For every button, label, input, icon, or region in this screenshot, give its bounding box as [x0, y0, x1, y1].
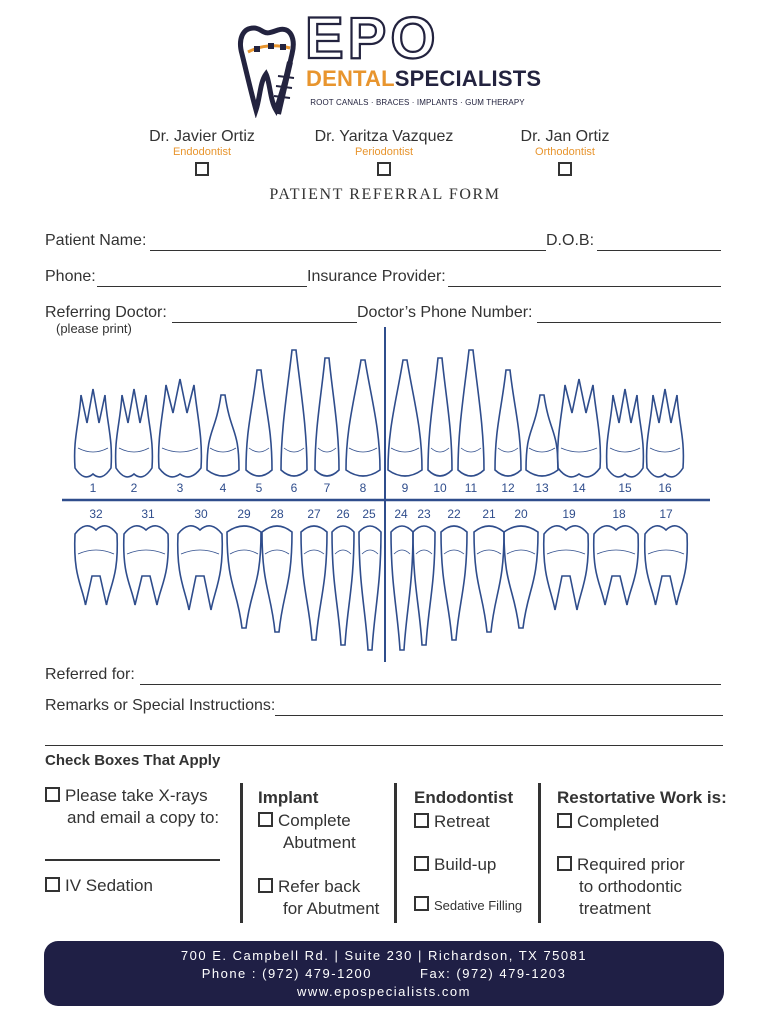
buildup-option	[414, 854, 496, 876]
remarks-input[interactable]	[275, 715, 723, 716]
upper-tooth[interactable]	[607, 389, 644, 477]
lower-teeth	[75, 526, 688, 650]
lower-tooth-number: 26	[336, 507, 350, 521]
tooth-crown-line	[416, 550, 432, 554]
complete-abutment-checkbox[interactable]	[258, 812, 273, 827]
upper-tooth[interactable]	[558, 379, 601, 477]
upper-tooth[interactable]	[116, 389, 153, 477]
upper-tooth[interactable]	[246, 370, 272, 476]
lower-tooth-number: 20	[514, 507, 528, 521]
upper-tooth[interactable]	[647, 389, 684, 477]
lower-tooth-number: 24	[394, 507, 408, 521]
restorative-heading: Restortative Work is:	[557, 788, 727, 807]
lower-tooth[interactable]	[124, 526, 169, 605]
upper-tooth-number: 9	[401, 481, 409, 495]
sedative-filling-label: Sedative Filling	[434, 898, 523, 913]
upper-tooth-number: 2	[130, 481, 138, 495]
doctor-specialty: Periodontist	[354, 146, 414, 158]
lower-tooth-number: 19	[562, 507, 576, 521]
retreat-option	[414, 811, 490, 833]
upper-tooth[interactable]	[526, 395, 558, 476]
lower-tooth[interactable]	[544, 526, 589, 610]
required-prior-option	[557, 854, 685, 920]
lower-tooth-number: 29	[237, 507, 251, 521]
lower-tooth[interactable]	[504, 526, 538, 628]
lower-tooth[interactable]	[301, 526, 327, 640]
lower-tooth[interactable]	[332, 526, 354, 645]
doctor-specialty: Orthodontist	[535, 146, 595, 158]
upper-tooth[interactable]	[458, 350, 484, 476]
form-title: PATIENT REFERRAL FORM	[269, 186, 501, 203]
lower-tooth-number: 27	[307, 507, 321, 521]
upper-tooth-number: 12	[501, 481, 515, 495]
upper-tooth-number: 1	[89, 481, 97, 495]
tooth-crown-line	[597, 550, 635, 554]
phone-input[interactable]	[97, 286, 307, 287]
tooth-crown-line	[431, 448, 449, 452]
lower-tooth[interactable]	[178, 526, 223, 610]
doctor-phone-label: Doctor’s Phone Number:	[357, 304, 533, 321]
tooth-crown-line	[529, 448, 555, 452]
column-divider	[394, 783, 397, 923]
upper-tooth[interactable]	[388, 360, 422, 476]
upper-tooth-number: 14	[572, 481, 586, 495]
completed-label: Completed	[577, 812, 660, 831]
tooth-crown-line	[477, 550, 501, 554]
tooth-crown-line	[78, 550, 114, 554]
xrays-email-input[interactable]	[45, 859, 220, 861]
implant-heading: Implant	[258, 788, 319, 807]
lower-tooth-number: 17	[659, 507, 673, 521]
refer-back-checkbox[interactable]	[258, 878, 273, 893]
xrays-label-2: and email a copy to:	[67, 808, 220, 827]
upper-tooth-number: 13	[535, 481, 549, 495]
tooth-crown-line	[547, 550, 585, 554]
upper-tooth[interactable]	[315, 358, 339, 476]
lower-tooth-number: 21	[482, 507, 496, 521]
tooth-crown-line	[230, 550, 258, 554]
tooth-crown-line	[349, 448, 377, 452]
lower-tooth-number: 32	[89, 507, 103, 521]
upper-tooth[interactable]	[75, 389, 112, 477]
lower-tooth[interactable]	[441, 526, 467, 640]
referred-for-input[interactable]	[140, 684, 721, 685]
patient-name-label: Patient Name:	[45, 232, 147, 249]
lower-tooth[interactable]	[391, 526, 413, 650]
tooth-crown-line	[610, 448, 640, 452]
tooth-chart	[0, 325, 770, 665]
complete-abutment-label: Complete	[278, 811, 351, 830]
tooth-crown-line	[650, 448, 680, 452]
footer-website[interactable]: www.epospecialists.com	[297, 984, 471, 999]
tagline: ROOT CANALS · BRACES · IMPLANTS · GUM THERAPY	[310, 98, 525, 107]
doctor-name: Dr. Jan Ortiz	[520, 128, 610, 145]
refer-back-label-2: for Abutment	[283, 899, 380, 918]
lower-tooth[interactable]	[413, 526, 435, 645]
tooth-crown-line	[318, 448, 336, 452]
upper-tooth-number: 7	[323, 481, 331, 495]
doctor-checkbox[interactable]	[195, 162, 209, 176]
column-divider	[240, 783, 243, 923]
tooth-crown-line	[461, 448, 481, 452]
referring-doctor-label: Referring Doctor:	[45, 304, 167, 321]
required-prior-label: Required prior	[577, 855, 685, 874]
lower-tooth-number: 23	[417, 507, 431, 521]
tooth-crown-line	[394, 550, 410, 554]
complete-abutment-option	[258, 810, 356, 854]
column-divider	[538, 783, 541, 923]
lower-tooth-number: 28	[270, 507, 284, 521]
tooth-crown-line	[181, 550, 219, 554]
insurance-input[interactable]	[448, 286, 721, 287]
complete-abutment-label-2: Abutment	[283, 833, 356, 852]
insurance-label: Insurance Provider:	[307, 268, 446, 285]
upper-tooth-number: 11	[464, 481, 478, 495]
lower-tooth[interactable]	[645, 526, 688, 605]
lower-tooth-number: 18	[612, 507, 626, 521]
upper-tooth-number: 16	[658, 481, 672, 495]
upper-tooth-number: 4	[219, 481, 227, 495]
tooth-crown-line	[648, 550, 684, 554]
upper-tooth-numbers	[90, 481, 672, 495]
doctor-endodontist	[117, 128, 287, 181]
upper-tooth[interactable]	[495, 370, 521, 476]
tooth-crown-line	[119, 448, 149, 452]
required-prior-checkbox[interactable]	[557, 856, 572, 871]
lower-tooth[interactable]	[75, 526, 118, 605]
upper-tooth-number: 8	[359, 481, 367, 495]
upper-tooth[interactable]	[159, 379, 202, 477]
footer-contact	[44, 941, 724, 1006]
tooth-crown-line	[304, 550, 324, 554]
lower-tooth-number: 31	[141, 507, 155, 521]
phone-label: Phone:	[45, 268, 96, 285]
tooth-crown-line	[284, 448, 304, 452]
upper-tooth-number: 15	[618, 481, 632, 495]
iv-sedation-option	[45, 875, 153, 897]
upper-tooth-number: 3	[176, 481, 184, 495]
dob-label: D.O.B:	[546, 232, 595, 249]
lower-tooth[interactable]	[594, 526, 639, 605]
required-prior-label-3: treatment	[579, 899, 651, 918]
buildup-checkbox[interactable]	[414, 856, 429, 871]
doctor-name: Dr. Javier Ortiz	[149, 128, 255, 145]
upper-tooth-number: 5	[255, 481, 263, 495]
endodontist-heading: Endodontist	[414, 788, 514, 807]
upper-tooth[interactable]	[281, 350, 307, 476]
upper-tooth[interactable]	[346, 360, 380, 476]
retreat-checkbox[interactable]	[414, 813, 429, 828]
completed-checkbox[interactable]	[557, 813, 572, 828]
tooth-crown-line	[78, 448, 108, 452]
remarks-label: Remarks or Special Instructions:	[45, 697, 276, 714]
iv-sedation-checkbox[interactable]	[45, 877, 60, 892]
tooth-crown-line	[162, 448, 198, 452]
upper-tooth[interactable]	[207, 395, 239, 476]
upper-tooth-number: 10	[433, 481, 447, 495]
tooth-crown-line	[335, 550, 351, 554]
doctor-specialty: Endodontist	[172, 146, 232, 158]
doctor-phone-input[interactable]	[537, 322, 721, 323]
sedative-filling-checkbox[interactable]	[414, 896, 429, 911]
check-boxes-title: Check Boxes That Apply	[45, 752, 221, 769]
iv-sedation-label: IV Sedation	[65, 876, 153, 895]
required-prior-label-2: to orthodontic	[579, 877, 683, 896]
footer-phones	[44, 965, 724, 983]
xrays-label: Please take X-rays	[65, 786, 208, 805]
tooth-crown-line	[391, 448, 419, 452]
tooth-crown-line	[561, 448, 597, 452]
logo-letters: EPO	[305, 14, 440, 62]
lower-tooth-number: 30	[194, 507, 208, 521]
tooth-implant-logo-icon	[234, 18, 300, 118]
referred-for-label: Referred for:	[45, 666, 135, 683]
upper-tooth[interactable]	[428, 358, 452, 476]
tooth-crown-line	[498, 448, 518, 452]
patient-name-input[interactable]	[150, 250, 546, 251]
tooth-crown-line	[210, 448, 236, 452]
doctor-orthodontist	[480, 128, 650, 181]
xrays-option	[45, 785, 219, 829]
footer-phone: Phone : (972) 479-1200	[201, 966, 373, 981]
tooth-crown-line	[249, 448, 269, 452]
lower-tooth[interactable]	[474, 526, 504, 632]
doctor-name: Dr. Yaritza Vazquez	[314, 128, 454, 145]
buildup-label: Build-up	[434, 855, 497, 874]
dob-input[interactable]	[597, 250, 721, 251]
referring-doctor-input[interactable]	[172, 322, 357, 323]
lower-tooth[interactable]	[227, 526, 261, 628]
brand-name: DENTALSPECIALISTS	[306, 66, 542, 91]
tooth-crown-line	[127, 550, 165, 554]
upper-tooth-number: 6	[290, 481, 298, 495]
completed-option	[557, 811, 659, 833]
doctor-periodontist	[299, 128, 469, 181]
lower-tooth[interactable]	[262, 526, 292, 632]
refer-back-option	[258, 876, 379, 920]
lower-tooth-numbers	[89, 507, 673, 521]
retreat-label: Retreat	[434, 812, 490, 831]
refer-back-label: Refer back	[278, 877, 361, 896]
lower-tooth[interactable]	[359, 526, 381, 650]
doctor-checkbox[interactable]	[558, 162, 572, 176]
tooth-crown-line	[507, 550, 535, 554]
sedative-filling-option	[414, 895, 522, 917]
footer-fax: Fax: (972) 479-1203	[420, 966, 567, 981]
doctor-checkbox[interactable]	[377, 162, 391, 176]
tooth-crown-line	[362, 550, 378, 554]
lower-tooth-number: 22	[447, 507, 461, 521]
tooth-crown-line	[444, 550, 464, 554]
tooth-crown-line	[265, 550, 289, 554]
epo-logo-letters	[305, 14, 530, 62]
upper-teeth	[75, 350, 684, 477]
please-print-note: (please print)	[56, 321, 132, 336]
footer-address: 700 E. Campbell Rd. | Suite 230 | Richardson, TX 75081	[180, 948, 588, 963]
xrays-checkbox[interactable]	[45, 787, 60, 802]
remarks-input-line-2[interactable]	[45, 745, 723, 746]
lower-tooth-number: 25	[362, 507, 376, 521]
